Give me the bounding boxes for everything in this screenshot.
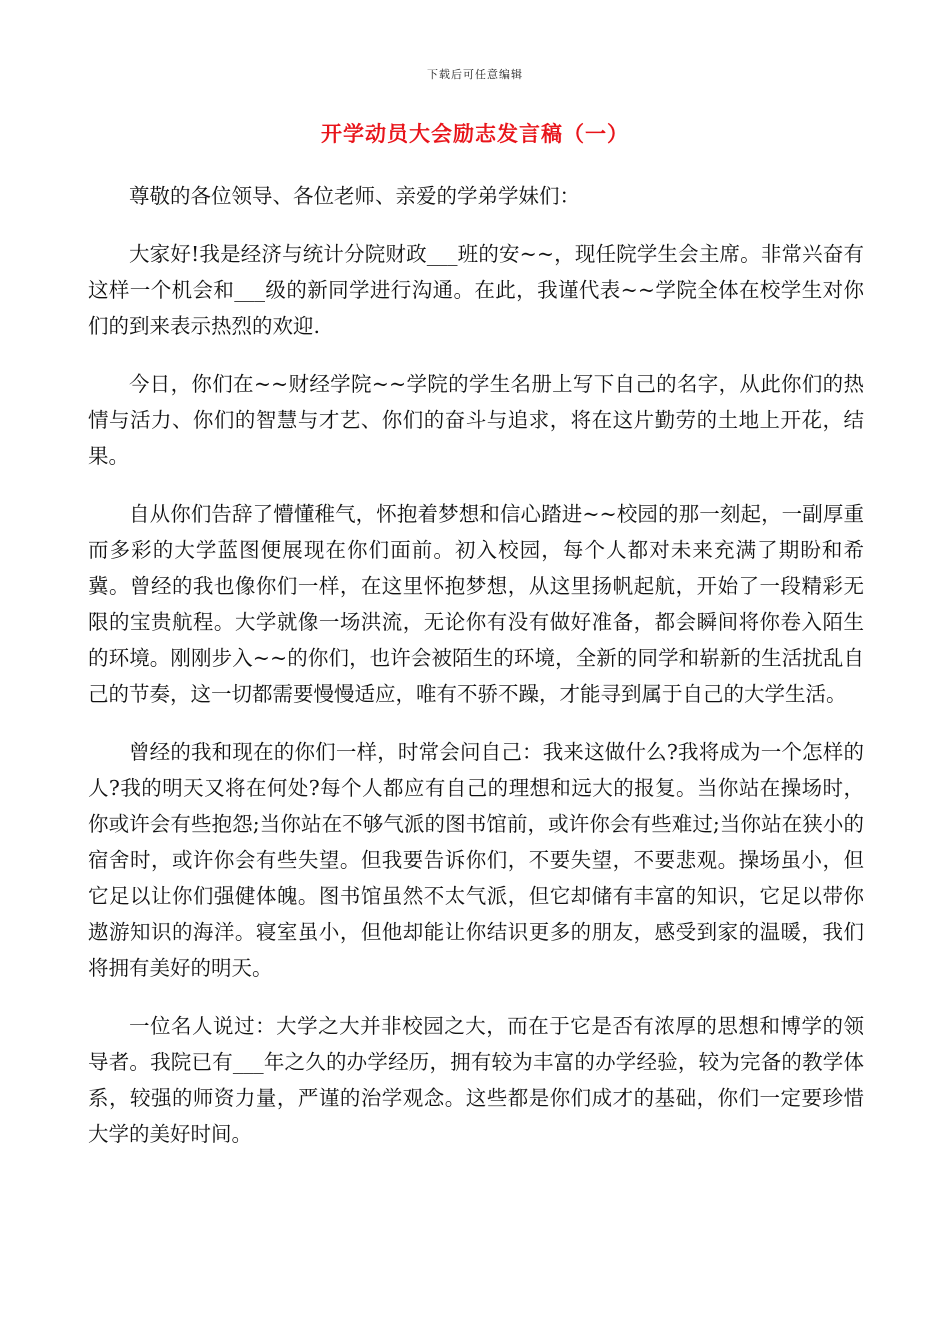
paragraph: 今日，你们在~~财经学院~~学院的学生名册上写下自己的名字，从此你们的热情与活力、你们的智慧与才艺、你们的奋斗与追求，将在这片勤劳的土地上开花，结果。	[88, 372, 864, 468]
document-title: 开学动员大会励志发言稿（一）	[321, 121, 629, 146]
paragraph: 一位名人说过：大学之大并非校园之大，而在于它是否有浓厚的思想和博学的领导者。我院已有___年之久的办学经历，拥有较为丰富的办学经验，较为完备的教学体系，较强的师资力量，严谨的治学观念。这些都是你们成才的基础，你们一定要珍惜大学的美好时间。	[88, 1014, 864, 1146]
paragraph-salutation: 尊敬的各位领导、各位老师、亲爱的学弟学妹们：	[129, 184, 580, 208]
paragraph: 曾经的我和现在的你们一样，时常会问自己：我来这做什么?我将成为一个怎样的人?我的明天又将在何处?每个人都应有自己的理想和远大的报复。当你站在操场时，你或许会有些抱怨;当你站在不够气派的图书馆前，或许你会有些难过;当你站在狭小的宿舍时，或许你会有些失望。但我要告诉你们，不要失望，不要悲观。操场虽小，但它足以让你们强健体魄。图书馆虽然不太气派，但它却储有丰富的知识，它足以带你遨游知识的海洋。寝室虽小，但他却能让你结识更多的朋友，感受到家的温暖，我们将拥有美好的明天。	[88, 740, 864, 980]
paragraph: 大家好!我是经济与统计分院财政___班的安~~，现任院学生会主席。非常兴奋有这样一个机会和___级的新同学进行沟通。在此，我谨代表~~学院全体在校学生对你们的到来表示热烈的欢迎.	[88, 242, 864, 338]
header-note: 下载后可任意编辑	[427, 68, 523, 81]
document-body	[88, 178, 864, 1174]
paragraph: 自从你们告辞了懵懂稚气，怀抱着梦想和信心踏进~~校园的那一刻起，一副厚重而多彩的大学蓝图便展现在你们面前。初入校园，每个人都对未来充满了期盼和希冀。曾经的我也像你们一样，在这里怀抱梦想，从这里扬帆起航，开始了一段精彩无限的宝贵航程。大学就像一场洪流，无论你有没有做好准备，都会瞬间将你卷入陌生的环境。刚刚步入~~的你们，也许会被陌生的环境，全新的同学和崭新的生活扰乱自己的节奏，这一切都需要慢慢适应，唯有不骄不躁，才能寻到属于自己的大学生活。	[88, 502, 864, 706]
